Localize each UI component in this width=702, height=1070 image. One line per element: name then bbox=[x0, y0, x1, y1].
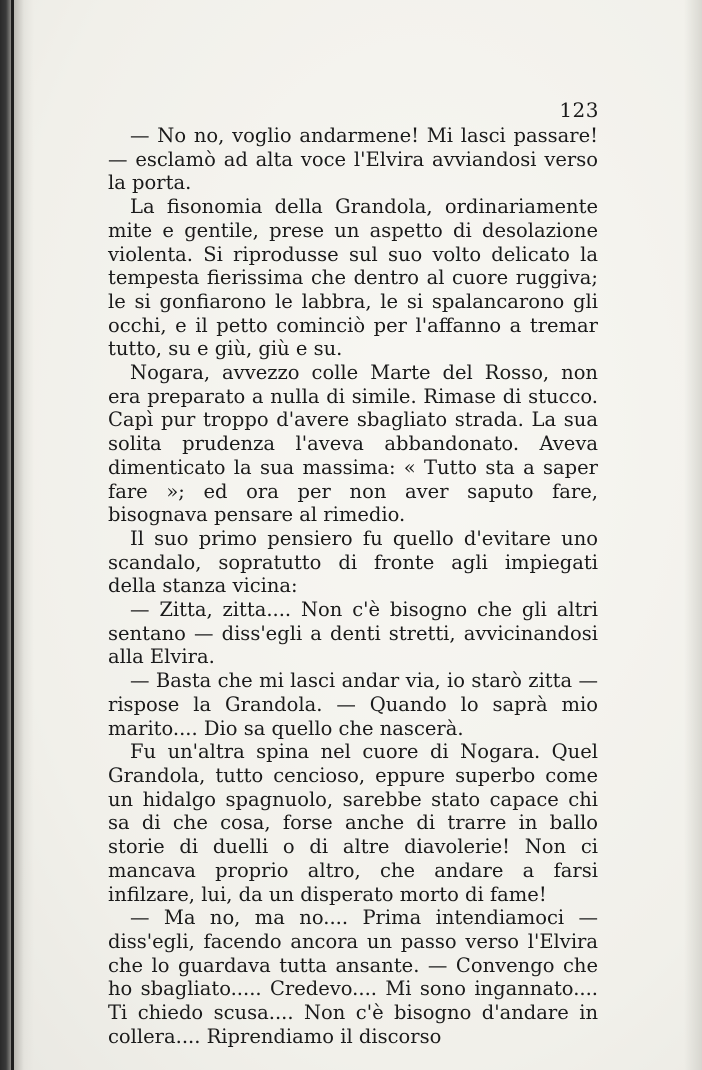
paragraph: — Basta che mi lasci andar via, io starò zitta — rispose la Grandola. — Quando lo saprà mio marito.... Dio sa quello che nascerà. bbox=[108, 669, 598, 740]
paragraph: Il suo primo pensiero fu quello d'evitare uno scandalo, sopratutto di fronte agli impiegati della stanza vicina: bbox=[108, 526, 598, 598]
paragraph: Nogara, avvezzo colle Marte del Rosso, non era preparato a nulla di simile. Rimase di stucco. Capì pur troppo d'avere sbagliato strada. La sua solita prudenza l'aveva abbandonato. Aveva dimenticato la sua massima: « Tutto sta a saper fare »; ed ora per non aver saputo fare, bisognava pensare al rimedio. bbox=[108, 361, 598, 527]
paragraph: — No no, voglio andarmene! Mi lasci passare! — esclamò ad alta voce l'Elvira avviandosi verso la porta. bbox=[108, 124, 598, 195]
page-edge bbox=[684, 0, 702, 1070]
paragraph: Fu un'altra spina nel cuore di Nogara. Quel Grandola, tutto cencioso, eppure superbo come un hidalgo spagnuolo, sarebbe stato capace chi sa di che cosa, forse anche di trarre in ballo storie di duelli o di altre diavolerie! Non ci mancava proprio altro, che andare a farsi infilzare, lui, da un disperato morto di fame! bbox=[108, 740, 598, 906]
paragraph: — Ma no, ma no.... Prima intendiamoci — diss'egli, facendo ancora un passo verso l'Elvira che lo guardava tutta ansante. — Convengo che ho sbagliato..... Credevo.... Mi sono ingannato.... Ti chiedo scusa.... Non c'è bisogno d'andare in collera.... Riprendiamo il discorso bbox=[108, 906, 598, 1048]
binding-shadow bbox=[0, 0, 34, 1070]
body-text bbox=[108, 124, 598, 1048]
paragraph: La fisonomia della Grandola, ordinariamente mite e gentile, prese un aspetto di desolazione violenta. Si riprodusse sul suo volto delicato la tempesta fierissima che dentro al cuore ruggiva; le si gonfiarono le labbra, le si spalancarono gli occhi, e il petto cominciò per l'affanno a tremar tutto, su e giù, giù e su. bbox=[108, 195, 598, 361]
page-number: 123 bbox=[559, 98, 599, 122]
paragraph: — Zitta, zitta.... Non c'è bisogno che gli altri sentano — diss'egli a denti stretti, avvicinandosi alla Elvira. bbox=[108, 598, 598, 669]
binding-edge bbox=[11, 0, 14, 1070]
